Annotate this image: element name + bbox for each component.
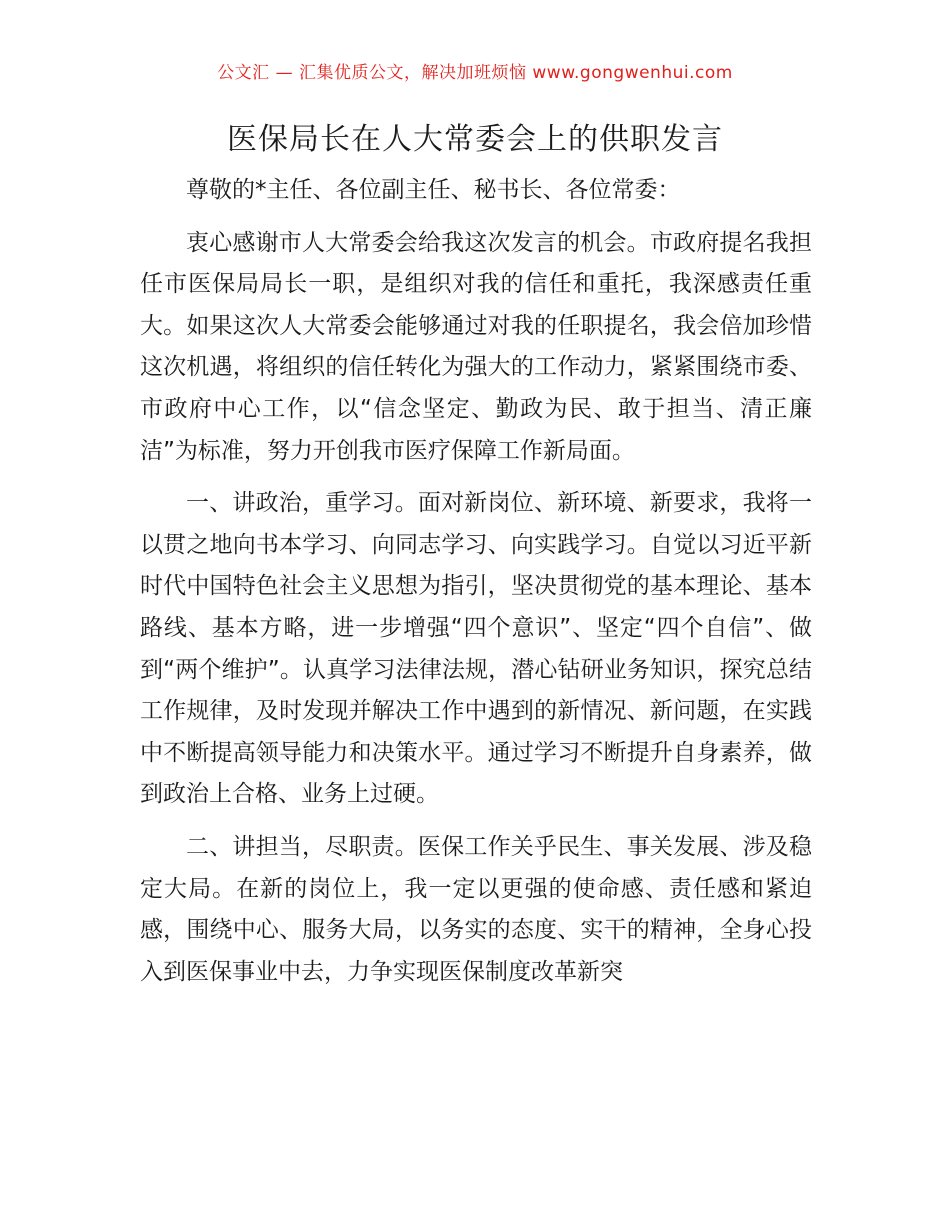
header-banner: 公文汇 — 汇集优质公文，解决加班烦恼 www.gongwenhui.com bbox=[217, 63, 733, 83]
paragraph-intro: 衷心感谢市人大常委会给我这次发言的机会。市政府提名我担任市医保局局长一职，是组织对我的信任和重托，我深感责任重大。如果这次人大常委会能够通过对我的任职提名，我会倍加珍惜这次机遇，将组织的信任转化为强大的工作动力，紧紧围绕市委、市政府中心工作，以“信念坚定、勤政为民、敢于担当、清正廉洁”为标准，努力开创我市医疗保障工作新局面。 bbox=[140, 229, 812, 464]
document-body bbox=[140, 170, 812, 1004]
document-title: 医保局长在人大常委会上的供职发言 bbox=[227, 122, 723, 157]
salutation: 尊敬的*主任、各位副主任、秘书长、各位常委： bbox=[186, 177, 681, 203]
paragraph-section-two: 二、讲担当，尽职责。医保工作关乎民生、事关发展、涉及稳定大局。在新的岗位上，我一定以更强的使命感、责任感和紧迫感，围绕中心、服务大局，以务实的态度、实干的精神，全身心投入到医保事业中去，力争实现医保制度改革新突 bbox=[140, 833, 812, 985]
paragraph-section-one: 一、讲政治，重学习。面对新岗位、新环境、新要求，我将一以贯之地向书本学习、向同志学习、向实践学习。自觉以习近平新时代中国特色社会主义思想为指引，坚决贯彻党的基本理论、基本路线、基本方略，进一步增强“四个意识”、坚定“四个自信”、做到“两个维护”。认真学习法律法规，潜心钻研业务知识，探究总结工作规律，及时发现并解决工作中遇到的新情况、新问题，在实践中不断提高领导能力和决策水平。通过学习不断提升自身素养，做到政治上合格、业务上过硬。 bbox=[140, 490, 812, 808]
